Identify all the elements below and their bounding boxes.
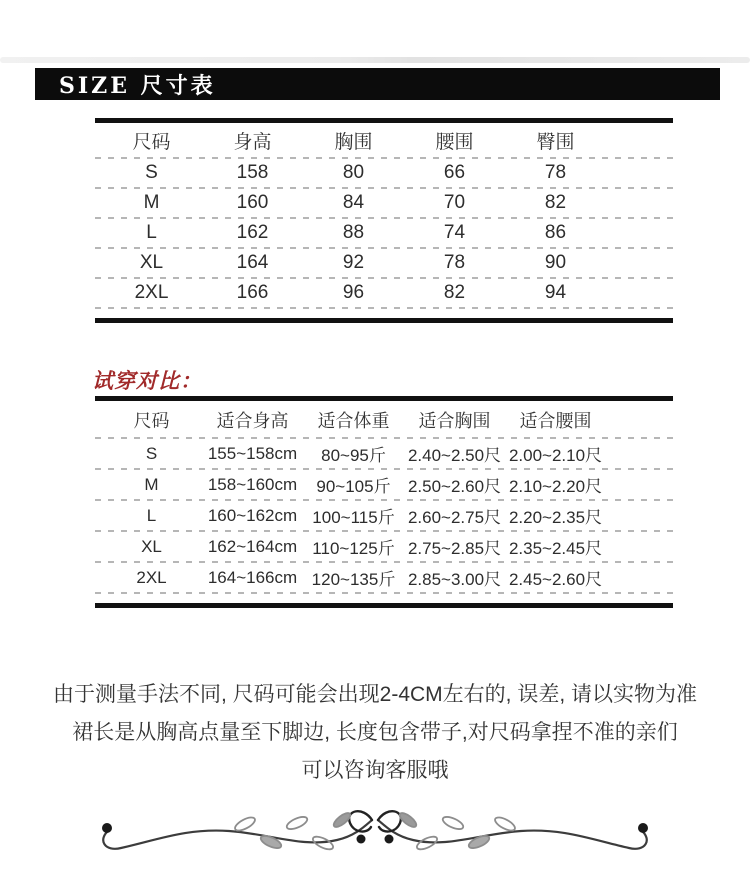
- table-row: [95, 188, 673, 218]
- note-line: 可以咨询客服哦: [301, 759, 449, 782]
- table-cell: 2.20~2.35尺: [508, 508, 603, 527]
- table-cell: 162~164cm: [207, 536, 298, 556]
- table-header-cell: 尺码: [133, 410, 170, 431]
- table-header-cell: 适合身高: [216, 410, 289, 431]
- size-section-header: [35, 68, 720, 100]
- table-cell: S: [145, 443, 158, 463]
- table-cell: 90~105斤: [316, 477, 391, 496]
- table-cell: 2.75~2.85尺: [407, 539, 502, 558]
- table-cell: 158: [236, 162, 269, 183]
- table-cell: 2XL: [136, 567, 167, 587]
- table-cell: 158~160cm: [207, 474, 298, 494]
- table-cell: 90: [544, 252, 567, 273]
- table-cell: 2.50~2.60尺: [407, 477, 502, 496]
- table-cell: 110~125斤: [312, 539, 395, 558]
- table-header-cell: 臀围: [536, 132, 575, 153]
- table-row: [95, 469, 673, 500]
- table-cell: 66: [443, 162, 466, 183]
- fit-comparison-label: 试穿对比：: [92, 370, 202, 393]
- vine-flourish-divider-icon: [95, 798, 655, 864]
- table-cell: XL: [141, 536, 162, 556]
- table-cell: 92: [342, 252, 365, 273]
- table-cell: 2.10~2.20尺: [508, 477, 603, 496]
- table-row: [95, 500, 673, 531]
- table-header-cell: 尺码: [132, 132, 171, 153]
- table-row: [95, 218, 673, 248]
- table-cell: XL: [139, 252, 164, 273]
- table-row: [95, 531, 673, 562]
- table-cell: S: [145, 162, 158, 183]
- table-cell: 74: [443, 222, 466, 243]
- table-cell: 100~115斤: [312, 508, 395, 527]
- table-cell: 82: [443, 282, 466, 303]
- size-section-title: SIZE 尺寸表: [59, 72, 216, 99]
- note-line: 由于测量手法不同, 尺码可能会出现2-4CM左右的, 误差, 请以实物为准: [52, 683, 697, 706]
- table-cell: 78: [443, 252, 466, 273]
- table-header-cell: 适合腰围: [519, 410, 592, 431]
- table-cell: 86: [544, 222, 567, 243]
- size-table: [95, 118, 673, 323]
- table-header-cell: 适合胸围: [418, 410, 491, 431]
- table-header-row: [95, 401, 673, 438]
- table-cell: L: [146, 222, 157, 243]
- table-cell: 160~162cm: [207, 505, 298, 525]
- table-cell: 2.35~2.45尺: [508, 539, 603, 558]
- table-header-row: [95, 123, 673, 158]
- table-cell: 88: [342, 222, 365, 243]
- table-cell: 155~158cm: [207, 443, 298, 463]
- table-row: [95, 438, 673, 469]
- table-cell: 82: [544, 192, 567, 213]
- table-row: [95, 248, 673, 278]
- table-cell: 166: [236, 282, 269, 303]
- table-cell: 84: [342, 192, 365, 213]
- table-cell: 2.00~2.10尺: [508, 446, 603, 465]
- table-cell: 78: [544, 162, 567, 183]
- fit-comparison-table: [95, 396, 673, 608]
- table-header-cell: 胸围: [334, 132, 373, 153]
- table-cell: L: [146, 505, 157, 525]
- table-cell: 120~135斤: [311, 570, 396, 589]
- table-cell: 94: [544, 282, 567, 303]
- table-header-cell: 适合体重: [317, 410, 390, 431]
- table-cell: 96: [342, 282, 365, 303]
- table-row: [95, 158, 673, 188]
- table-row: [95, 562, 673, 593]
- table-row: [95, 278, 673, 308]
- table-cell: 2.45~2.60尺: [508, 570, 603, 589]
- table-cell: M: [144, 474, 159, 494]
- table-cell: 70: [443, 192, 466, 213]
- table-cell: 164: [236, 252, 269, 273]
- table-cell: 2.40~2.50尺: [407, 446, 502, 465]
- table-header-cell: 身高: [233, 132, 272, 153]
- section-divider-shadow: [0, 57, 750, 63]
- table-cell: 2.85~3.00尺: [407, 570, 502, 589]
- table-cell: 2XL: [134, 282, 169, 303]
- measurement-note: [0, 676, 750, 790]
- table-cell: 2.60~2.75尺: [407, 508, 502, 527]
- table-cell: 162: [236, 222, 269, 243]
- table-cell: M: [143, 192, 160, 213]
- note-line: 裙长是从胸高点量至下脚边, 长度包含带子,对尺码拿捏不准的亲们: [72, 721, 678, 744]
- table-cell: 164~166cm: [207, 567, 298, 587]
- table-header-cell: 腰围: [435, 132, 474, 153]
- table-cell: 80~95斤: [321, 446, 386, 465]
- table-cell: 80: [342, 162, 365, 183]
- table-cell: 160: [236, 192, 269, 213]
